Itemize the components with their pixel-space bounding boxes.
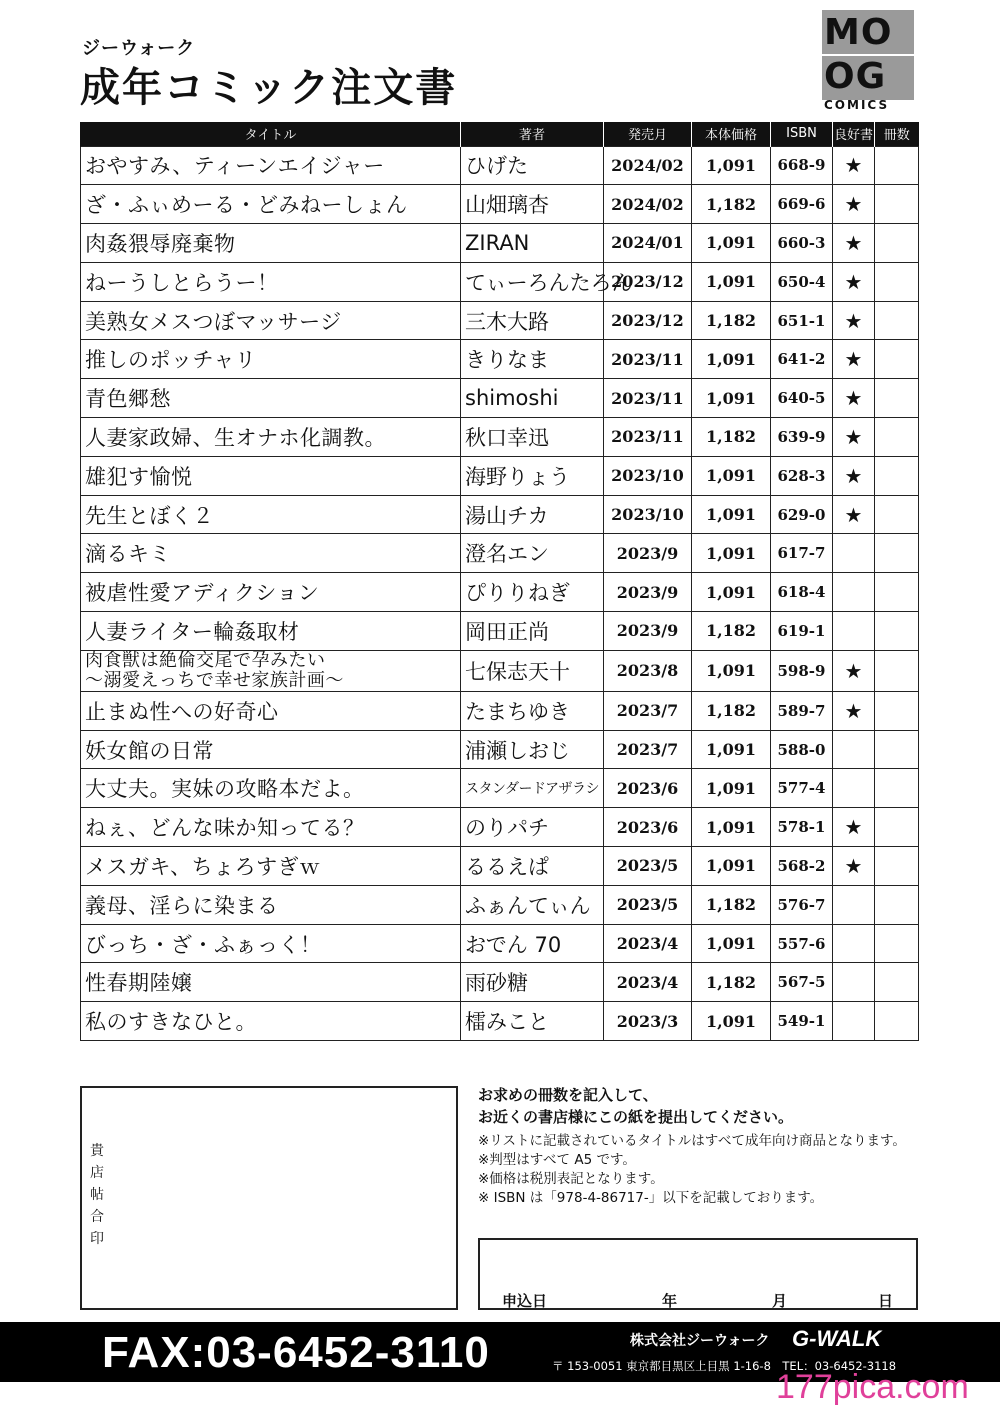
- row-recommended-star: ★: [833, 650, 875, 691]
- row-isbn: 567-5: [771, 963, 833, 1002]
- row-author: たまちゆき: [461, 691, 604, 730]
- row-recommended-star: [833, 534, 875, 573]
- table-row: [81, 146, 919, 185]
- col-quantity-header: 冊数: [875, 122, 919, 146]
- row-isbn: 669-6: [771, 185, 833, 224]
- row-quantity-input[interactable]: [875, 534, 919, 573]
- stamp-char: 帖: [90, 1187, 104, 1203]
- row-release-date: 2023/10: [604, 495, 692, 534]
- row-release-date: 2023/4: [604, 924, 692, 963]
- row-price: 1,091: [692, 262, 771, 301]
- row-title: 被虐性愛アディクション: [81, 573, 461, 612]
- table-row: [81, 885, 919, 924]
- logo-text-1: MO: [824, 12, 893, 53]
- row-title: 推しのポッチャリ: [81, 340, 461, 379]
- row-title: メスガキ、ちょろすぎｗ: [81, 847, 461, 886]
- table-row: [81, 769, 919, 808]
- row-release-date: 2024/01: [604, 224, 692, 263]
- stamp-char: 店: [90, 1165, 104, 1181]
- row-recommended-star: ★: [833, 301, 875, 340]
- row-title: 肉姦猥辱廃棄物: [81, 224, 461, 263]
- row-recommended-star: ★: [833, 340, 875, 379]
- stamp-char: 合: [90, 1209, 104, 1225]
- row-author: 秋口幸迅: [461, 418, 604, 457]
- row-quantity-input[interactable]: [875, 146, 919, 185]
- stamp-char: 印: [90, 1231, 104, 1247]
- note-item: ※ ISBN は「978-4-86717-」以下を記載しております。: [478, 1190, 824, 1206]
- table-row: [81, 1002, 919, 1041]
- row-author: 三木大路: [461, 301, 604, 340]
- row-isbn: 549-1: [771, 1002, 833, 1041]
- row-isbn: 557-6: [771, 924, 833, 963]
- row-author: きりなま: [461, 340, 604, 379]
- col-title-header: タイトル: [81, 122, 461, 146]
- row-quantity-input[interactable]: [875, 730, 919, 769]
- row-recommended-star: [833, 769, 875, 808]
- company-address: 〒 153-0051 東京都目黒区上目黒 1-16-8 TEL：03-6452-3118: [552, 1359, 897, 1373]
- row-quantity-input[interactable]: [875, 495, 919, 534]
- table-row: [81, 418, 919, 457]
- row-author: 浦瀬しおじ: [461, 730, 604, 769]
- row-quantity-input[interactable]: [875, 262, 919, 301]
- notes-list: [478, 1132, 920, 1208]
- store-stamp-box[interactable]: [80, 1086, 458, 1310]
- row-isbn: 660-3: [771, 224, 833, 263]
- row-price: 1,182: [692, 612, 771, 651]
- row-release-date: 2023/10: [604, 456, 692, 495]
- row-isbn: 576-7: [771, 885, 833, 924]
- row-title: 肉食獣は絶倫交尾で孕みたい ～溺愛えっちで幸せ家族計画～: [81, 650, 461, 691]
- row-isbn: 641-2: [771, 340, 833, 379]
- row-author: 檑みこと: [461, 1002, 604, 1041]
- row-recommended-star: [833, 1002, 875, 1041]
- row-price: 1,182: [692, 691, 771, 730]
- row-recommended-star: ★: [833, 379, 875, 418]
- row-isbn: 568-2: [771, 847, 833, 886]
- row-release-date: 2023/5: [604, 847, 692, 886]
- row-title: 人妻ライター輪姦取材: [81, 612, 461, 651]
- table-row: [81, 847, 919, 886]
- row-isbn: 588-0: [771, 730, 833, 769]
- row-quantity-input[interactable]: [875, 185, 919, 224]
- row-price: 1,091: [692, 1002, 771, 1041]
- table-row: [81, 691, 919, 730]
- row-recommended-star: [833, 924, 875, 963]
- row-quantity-input[interactable]: [875, 418, 919, 457]
- row-price: 1,091: [692, 340, 771, 379]
- row-isbn: 639-9: [771, 418, 833, 457]
- row-release-date: 2024/02: [604, 146, 692, 185]
- row-price: 1,182: [692, 301, 771, 340]
- company-name: 株式会社ジーウォーク: [630, 1333, 770, 1349]
- row-quantity-input[interactable]: [875, 301, 919, 340]
- row-release-date: 2023/9: [604, 612, 692, 651]
- row-isbn: 617-7: [771, 534, 833, 573]
- row-isbn: 651-1: [771, 301, 833, 340]
- table-header-row: [81, 122, 919, 146]
- row-release-date: 2024/02: [604, 185, 692, 224]
- publisher-name: ジーウォーク: [82, 38, 196, 59]
- row-title: 性春期陸嬢: [81, 963, 461, 1002]
- table-row: [81, 495, 919, 534]
- row-price: 1,091: [692, 495, 771, 534]
- table-row: [81, 262, 919, 301]
- row-author: 七保志天十: [461, 650, 604, 691]
- row-title: 滴るキミ: [81, 534, 461, 573]
- application-date-box[interactable]: [478, 1238, 918, 1310]
- row-title: 人妻家政婦、生オナホ化調教。: [81, 418, 461, 457]
- logo-text-3: COMICS: [824, 98, 890, 112]
- row-release-date: 2023/5: [604, 885, 692, 924]
- table-row: [81, 301, 919, 340]
- row-recommended-star: [833, 612, 875, 651]
- row-isbn: 578-1: [771, 808, 833, 847]
- row-isbn: 589-7: [771, 691, 833, 730]
- row-price: 1,091: [692, 808, 771, 847]
- row-release-date: 2023/11: [604, 379, 692, 418]
- row-quantity-input[interactable]: [875, 573, 919, 612]
- row-recommended-star: ★: [833, 224, 875, 263]
- row-recommended-star: ★: [833, 262, 875, 301]
- row-isbn: 618-4: [771, 573, 833, 612]
- order-table: [80, 122, 919, 1041]
- table-row: [81, 808, 919, 847]
- row-isbn: 650-4: [771, 262, 833, 301]
- row-recommended-star: ★: [833, 418, 875, 457]
- row-isbn: 640-5: [771, 379, 833, 418]
- moog-comics-logo: [822, 10, 914, 114]
- row-author: 澄名エン: [461, 534, 604, 573]
- col-recommended-header: 良好書: [833, 122, 875, 146]
- day-label: 日: [878, 1292, 894, 1310]
- row-recommended-star: ★: [833, 808, 875, 847]
- row-quantity-input[interactable]: [875, 924, 919, 963]
- row-title: 止まぬ性への好奇心: [81, 691, 461, 730]
- row-price: 1,182: [692, 185, 771, 224]
- row-title: びっち・ざ・ふぁっく！: [81, 924, 461, 963]
- instructions: [478, 1084, 793, 1128]
- table-row: [81, 924, 919, 963]
- row-author: のりパチ: [461, 808, 604, 847]
- note-item: ※判型はすべて A5 です。: [478, 1152, 636, 1168]
- row-release-date: 2023/9: [604, 573, 692, 612]
- row-title: 義母、淫らに染まる: [81, 885, 461, 924]
- row-price: 1,091: [692, 456, 771, 495]
- row-release-date: 2023/6: [604, 769, 692, 808]
- row-author: 雨砂糖: [461, 963, 604, 1002]
- row-price: 1,091: [692, 534, 771, 573]
- table-row: [81, 340, 919, 379]
- row-title: 私のすきなひと。: [81, 1002, 461, 1041]
- note-item: ※価格は税別表記となります。: [478, 1171, 664, 1187]
- logo-text-2: OG: [824, 56, 887, 97]
- instruction-line-1: お求めの冊数を記入して、: [478, 1086, 658, 1104]
- table-row: [81, 612, 919, 651]
- page-title: 成年コミック注文書: [80, 65, 458, 111]
- row-recommended-star: [833, 730, 875, 769]
- table-row: [81, 573, 919, 612]
- row-release-date: 2023/11: [604, 340, 692, 379]
- row-recommended-star: ★: [833, 495, 875, 534]
- row-price: 1,091: [692, 847, 771, 886]
- row-author: スタンダードアザラシ: [461, 769, 604, 808]
- row-title: 大丈夫。実妹の攻略本だよ。: [81, 769, 461, 808]
- row-isbn: 598-9: [771, 650, 833, 691]
- row-title: ねーうしとらうー！: [81, 262, 461, 301]
- row-title: 青色郷愁: [81, 379, 461, 418]
- row-quantity-input[interactable]: [875, 808, 919, 847]
- row-release-date: 2023/11: [604, 418, 692, 457]
- row-release-date: 2023/3: [604, 1002, 692, 1041]
- row-quantity-input[interactable]: [875, 691, 919, 730]
- row-title: 雄犯す愉悦: [81, 456, 461, 495]
- row-author: おでん 70: [461, 924, 604, 963]
- row-isbn: 619-1: [771, 612, 833, 651]
- table-row: [81, 224, 919, 263]
- table-row: [81, 534, 919, 573]
- table-row: [81, 963, 919, 1002]
- col-author-header: 著者: [461, 122, 604, 146]
- row-quantity-input[interactable]: [875, 847, 919, 886]
- row-recommended-star: ★: [833, 691, 875, 730]
- table-row: [81, 185, 919, 224]
- row-author: ひげた: [461, 146, 604, 185]
- row-price: 1,091: [692, 379, 771, 418]
- row-quantity-input[interactable]: [875, 650, 919, 691]
- row-isbn: 629-0: [771, 495, 833, 534]
- table-row: [81, 379, 919, 418]
- row-author: てぃーろんたろん: [461, 262, 604, 301]
- row-author: 海野りょう: [461, 456, 604, 495]
- row-title: ねぇ、どんな味か知ってる？: [81, 808, 461, 847]
- row-author: 湯山チカ: [461, 495, 604, 534]
- row-author: ふぁんてぃん: [461, 885, 604, 924]
- row-release-date: 2023/8: [604, 650, 692, 691]
- row-price: 1,091: [692, 573, 771, 612]
- row-release-date: 2023/12: [604, 301, 692, 340]
- row-price: 1,091: [692, 924, 771, 963]
- col-price-header: 本体価格: [692, 122, 771, 146]
- row-price: 1,091: [692, 224, 771, 263]
- row-isbn: 628-3: [771, 456, 833, 495]
- row-author: 山畑璃杏: [461, 185, 604, 224]
- row-quantity-input[interactable]: [875, 1002, 919, 1041]
- row-release-date: 2023/7: [604, 691, 692, 730]
- row-price: 1,091: [692, 650, 771, 691]
- row-quantity-input[interactable]: [875, 224, 919, 263]
- watermark: 177pica.com: [776, 1368, 969, 1406]
- gwalk-logo: G-WALK: [792, 1326, 882, 1351]
- row-title: 美熟女メスつぼマッサージ: [81, 301, 461, 340]
- table-row: [81, 650, 919, 691]
- row-release-date: 2023/7: [604, 730, 692, 769]
- row-quantity-input[interactable]: [875, 456, 919, 495]
- row-price: 1,182: [692, 885, 771, 924]
- row-recommended-star: ★: [833, 146, 875, 185]
- row-release-date: 2023/6: [604, 808, 692, 847]
- row-quantity-input[interactable]: [875, 379, 919, 418]
- row-quantity-input[interactable]: [875, 612, 919, 651]
- row-quantity-input[interactable]: [875, 963, 919, 1002]
- row-title: ざ・ふぃめーる・どみねーしょん: [81, 185, 461, 224]
- row-author: shimoshi: [461, 379, 604, 418]
- row-quantity-input[interactable]: [875, 885, 919, 924]
- stamp-char: 貴: [90, 1143, 104, 1159]
- fax-number: FAX:03-6452-3110: [102, 1328, 490, 1377]
- col-date-header: 発売月: [604, 122, 692, 146]
- row-price: 1,182: [692, 963, 771, 1002]
- row-isbn: 577-4: [771, 769, 833, 808]
- row-recommended-star: ★: [833, 847, 875, 886]
- note-item: ※リストに記載されているタイトルはすべて成年向け商品となります。: [478, 1133, 906, 1149]
- row-recommended-star: ★: [833, 456, 875, 495]
- row-quantity-input[interactable]: [875, 340, 919, 379]
- instruction-line-2: お近くの書店様にこの紙を提出してください。: [478, 1108, 794, 1126]
- row-price: 1,182: [692, 418, 771, 457]
- row-release-date: 2023/12: [604, 262, 692, 301]
- row-isbn: 668-9: [771, 146, 833, 185]
- row-price: 1,091: [692, 730, 771, 769]
- row-title: 先生とぼく２: [81, 495, 461, 534]
- col-isbn-header: ISBN: [771, 122, 833, 146]
- month-label: 月: [772, 1292, 788, 1310]
- row-recommended-star: ★: [833, 185, 875, 224]
- row-author: 岡田正尚: [461, 612, 604, 651]
- row-release-date: 2023/9: [604, 534, 692, 573]
- row-recommended-star: [833, 885, 875, 924]
- row-title: おやすみ、ティーンエイジャー: [81, 146, 461, 185]
- row-recommended-star: [833, 573, 875, 612]
- store-stamp-label: [90, 1140, 108, 1250]
- row-author: ZIRAN: [461, 224, 604, 263]
- row-author: るるえぱ: [461, 847, 604, 886]
- row-price: 1,091: [692, 146, 771, 185]
- table-row: [81, 456, 919, 495]
- row-recommended-star: [833, 963, 875, 1002]
- row-title: 妖女館の日常: [81, 730, 461, 769]
- row-price: 1,091: [692, 769, 771, 808]
- year-label: 年: [662, 1292, 678, 1310]
- apply-date-label: 申込日: [502, 1292, 548, 1310]
- row-quantity-input[interactable]: [875, 769, 919, 808]
- table-row: [81, 730, 919, 769]
- row-author: ぴりりねぎ: [461, 573, 604, 612]
- row-release-date: 2023/4: [604, 963, 692, 1002]
